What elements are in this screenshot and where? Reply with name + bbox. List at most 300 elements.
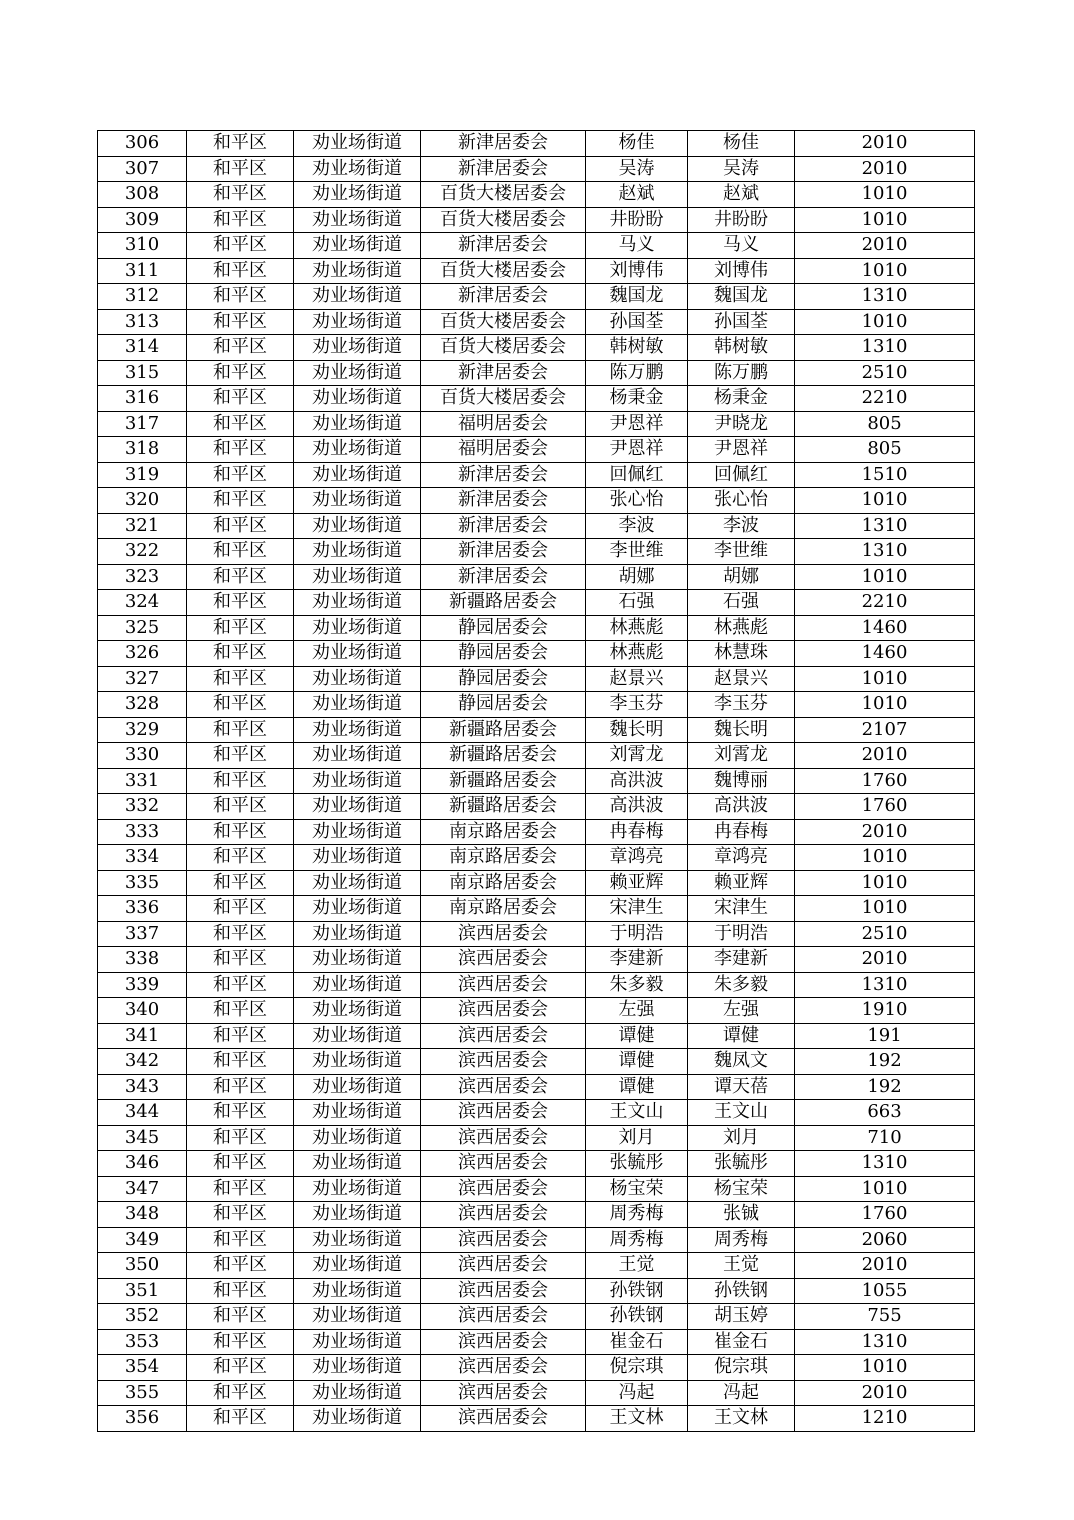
district-cell: 和平区 — [187, 998, 294, 1024]
amount-cell: 805 — [795, 437, 975, 463]
member-cell: 王文山 — [688, 1100, 795, 1126]
district-cell: 和平区 — [187, 819, 294, 845]
committee-cell: 滨西居委会 — [421, 1100, 586, 1126]
committee-cell: 南京路居委会 — [421, 819, 586, 845]
table-body — [98, 131, 975, 1432]
applicant-cell: 谭健 — [586, 1049, 688, 1075]
district-cell: 和平区 — [187, 590, 294, 616]
amount-cell: 1760 — [795, 1202, 975, 1228]
member-cell: 李建新 — [688, 947, 795, 973]
table-row — [98, 513, 975, 539]
member-cell: 魏长明 — [688, 717, 795, 743]
table-row — [98, 335, 975, 361]
row-number-cell: 311 — [98, 258, 187, 284]
committee-cell: 滨西居委会 — [421, 998, 586, 1024]
committee-cell: 滨西居委会 — [421, 947, 586, 973]
member-cell: 井盼盼 — [688, 207, 795, 233]
amount-cell: 1010 — [795, 896, 975, 922]
amount-cell: 1310 — [795, 972, 975, 998]
committee-cell: 新津居委会 — [421, 513, 586, 539]
applicant-cell: 刘霄龙 — [586, 743, 688, 769]
street-cell: 劝业场街道 — [294, 1227, 421, 1253]
amount-cell: 2510 — [795, 921, 975, 947]
district-cell: 和平区 — [187, 794, 294, 820]
row-number-cell: 332 — [98, 794, 187, 820]
district-cell: 和平区 — [187, 1176, 294, 1202]
district-cell: 和平区 — [187, 1125, 294, 1151]
applicant-cell: 陈万鹏 — [586, 360, 688, 386]
table-row — [98, 564, 975, 590]
amount-cell: 1010 — [795, 182, 975, 208]
table-row — [98, 437, 975, 463]
district-cell: 和平区 — [187, 335, 294, 361]
committee-cell: 滨西居委会 — [421, 1380, 586, 1406]
district-cell: 和平区 — [187, 1329, 294, 1355]
street-cell: 劝业场街道 — [294, 1125, 421, 1151]
table-row — [98, 1176, 975, 1202]
row-number-cell: 356 — [98, 1406, 187, 1432]
applicant-cell: 尹恩祥 — [586, 411, 688, 437]
applicant-cell: 冯起 — [586, 1380, 688, 1406]
amount-cell: 1010 — [795, 845, 975, 871]
row-number-cell: 335 — [98, 870, 187, 896]
member-cell: 林慧珠 — [688, 641, 795, 667]
amount-cell: 1460 — [795, 615, 975, 641]
street-cell: 劝业场街道 — [294, 870, 421, 896]
committee-cell: 滨西居委会 — [421, 1074, 586, 1100]
committee-cell: 百货大楼居委会 — [421, 335, 586, 361]
row-number-cell: 340 — [98, 998, 187, 1024]
member-cell: 张毓彤 — [688, 1151, 795, 1177]
row-number-cell: 345 — [98, 1125, 187, 1151]
row-number-cell: 309 — [98, 207, 187, 233]
applicant-cell: 杨秉金 — [586, 386, 688, 412]
applicant-cell: 尹恩祥 — [586, 437, 688, 463]
committee-cell: 静园居委会 — [421, 666, 586, 692]
committee-cell: 新津居委会 — [421, 488, 586, 514]
member-cell: 赵景兴 — [688, 666, 795, 692]
amount-cell: 1310 — [795, 284, 975, 310]
district-cell: 和平区 — [187, 462, 294, 488]
row-number-cell: 339 — [98, 972, 187, 998]
street-cell: 劝业场街道 — [294, 258, 421, 284]
committee-cell: 百货大楼居委会 — [421, 386, 586, 412]
table-row — [98, 258, 975, 284]
district-cell: 和平区 — [187, 1049, 294, 1075]
applicant-cell: 吴涛 — [586, 156, 688, 182]
row-number-cell: 351 — [98, 1278, 187, 1304]
committee-cell: 新津居委会 — [421, 564, 586, 590]
amount-cell: 2210 — [795, 386, 975, 412]
member-cell: 尹恩祥 — [688, 437, 795, 463]
applicant-cell: 赵景兴 — [586, 666, 688, 692]
row-number-cell: 341 — [98, 1023, 187, 1049]
street-cell: 劝业场街道 — [294, 1380, 421, 1406]
table-row — [98, 692, 975, 718]
table-row — [98, 488, 975, 514]
street-cell: 劝业场街道 — [294, 947, 421, 973]
table-row — [98, 131, 975, 157]
member-cell: 谭健 — [688, 1023, 795, 1049]
street-cell: 劝业场街道 — [294, 819, 421, 845]
applicant-cell: 谭健 — [586, 1074, 688, 1100]
committee-cell: 滨西居委会 — [421, 1151, 586, 1177]
member-cell: 崔金石 — [688, 1329, 795, 1355]
table-row — [98, 1074, 975, 1100]
district-cell: 和平区 — [187, 437, 294, 463]
table-row — [98, 182, 975, 208]
applicant-cell: 胡娜 — [586, 564, 688, 590]
street-cell: 劝业场街道 — [294, 309, 421, 335]
district-cell: 和平区 — [187, 1278, 294, 1304]
district-cell: 和平区 — [187, 1100, 294, 1126]
district-cell: 和平区 — [187, 539, 294, 565]
row-number-cell: 328 — [98, 692, 187, 718]
member-cell: 王文林 — [688, 1406, 795, 1432]
member-cell: 韩树敏 — [688, 335, 795, 361]
district-cell: 和平区 — [187, 870, 294, 896]
applicant-cell: 王文山 — [586, 1100, 688, 1126]
table-row — [98, 207, 975, 233]
street-cell: 劝业场街道 — [294, 1406, 421, 1432]
street-cell: 劝业场街道 — [294, 998, 421, 1024]
row-number-cell: 338 — [98, 947, 187, 973]
row-number-cell: 352 — [98, 1304, 187, 1330]
district-cell: 和平区 — [187, 1380, 294, 1406]
amount-cell: 1310 — [795, 539, 975, 565]
table-row — [98, 1253, 975, 1279]
member-cell: 赵斌 — [688, 182, 795, 208]
applicant-cell: 孙国荃 — [586, 309, 688, 335]
committee-cell: 滨西居委会 — [421, 1406, 586, 1432]
amount-cell: 755 — [795, 1304, 975, 1330]
applicant-cell: 谭健 — [586, 1023, 688, 1049]
district-cell: 和平区 — [187, 743, 294, 769]
applicant-cell: 张心怡 — [586, 488, 688, 514]
table-row — [98, 615, 975, 641]
row-number-cell: 330 — [98, 743, 187, 769]
row-number-cell: 337 — [98, 921, 187, 947]
street-cell: 劝业场街道 — [294, 182, 421, 208]
street-cell: 劝业场街道 — [294, 386, 421, 412]
street-cell: 劝业场街道 — [294, 131, 421, 157]
committee-cell: 新疆路居委会 — [421, 743, 586, 769]
committee-cell: 滨西居委会 — [421, 1355, 586, 1381]
applicant-cell: 高洪波 — [586, 768, 688, 794]
committee-cell: 百货大楼居委会 — [421, 182, 586, 208]
district-cell: 和平区 — [187, 207, 294, 233]
street-cell: 劝业场街道 — [294, 233, 421, 259]
table-row — [98, 233, 975, 259]
table-row — [98, 156, 975, 182]
member-cell: 刘霄龙 — [688, 743, 795, 769]
member-cell: 尹晓龙 — [688, 411, 795, 437]
table-row — [98, 1151, 975, 1177]
committee-cell: 滨西居委会 — [421, 1253, 586, 1279]
applicant-cell: 李世维 — [586, 539, 688, 565]
applicant-cell: 冉春梅 — [586, 819, 688, 845]
table-row — [98, 462, 975, 488]
row-number-cell: 320 — [98, 488, 187, 514]
committee-cell: 滨西居委会 — [421, 1329, 586, 1355]
district-cell: 和平区 — [187, 972, 294, 998]
table-row — [98, 819, 975, 845]
committee-cell: 滨西居委会 — [421, 1049, 586, 1075]
district-cell: 和平区 — [187, 666, 294, 692]
member-cell: 李世维 — [688, 539, 795, 565]
committee-cell: 百货大楼居委会 — [421, 258, 586, 284]
district-cell: 和平区 — [187, 182, 294, 208]
district-cell: 和平区 — [187, 1406, 294, 1432]
district-cell: 和平区 — [187, 386, 294, 412]
street-cell: 劝业场街道 — [294, 513, 421, 539]
amount-cell: 1910 — [795, 998, 975, 1024]
member-cell: 李玉芬 — [688, 692, 795, 718]
district-cell: 和平区 — [187, 360, 294, 386]
street-cell: 劝业场街道 — [294, 462, 421, 488]
member-cell: 倪宗琪 — [688, 1355, 795, 1381]
committee-cell: 南京路居委会 — [421, 896, 586, 922]
street-cell: 劝业场街道 — [294, 972, 421, 998]
member-cell: 杨宝荣 — [688, 1176, 795, 1202]
street-cell: 劝业场街道 — [294, 156, 421, 182]
member-cell: 谭天蓓 — [688, 1074, 795, 1100]
committee-cell: 新疆路居委会 — [421, 794, 586, 820]
applicant-cell: 林燕彪 — [586, 615, 688, 641]
row-number-cell: 316 — [98, 386, 187, 412]
applicant-cell: 井盼盼 — [586, 207, 688, 233]
member-cell: 魏凤文 — [688, 1049, 795, 1075]
district-cell: 和平区 — [187, 768, 294, 794]
applicant-cell: 魏国龙 — [586, 284, 688, 310]
street-cell: 劝业场街道 — [294, 692, 421, 718]
district-cell: 和平区 — [187, 1304, 294, 1330]
table-row — [98, 411, 975, 437]
row-number-cell: 333 — [98, 819, 187, 845]
district-cell: 和平区 — [187, 1355, 294, 1381]
committee-cell: 福明居委会 — [421, 437, 586, 463]
applicant-cell: 于明浩 — [586, 921, 688, 947]
row-number-cell: 325 — [98, 615, 187, 641]
committee-cell: 新疆路居委会 — [421, 768, 586, 794]
applicant-cell: 赖亚辉 — [586, 870, 688, 896]
amount-cell: 1010 — [795, 488, 975, 514]
district-cell: 和平区 — [187, 284, 294, 310]
amount-cell: 1310 — [795, 335, 975, 361]
committee-cell: 滨西居委会 — [421, 1202, 586, 1228]
amount-cell: 1055 — [795, 1278, 975, 1304]
district-cell: 和平区 — [187, 692, 294, 718]
row-number-cell: 323 — [98, 564, 187, 590]
committee-cell: 滨西居委会 — [421, 1176, 586, 1202]
table-row — [98, 921, 975, 947]
applicant-cell: 张毓彤 — [586, 1151, 688, 1177]
street-cell: 劝业场街道 — [294, 615, 421, 641]
member-cell: 马义 — [688, 233, 795, 259]
district-cell: 和平区 — [187, 1023, 294, 1049]
member-cell: 孙铁钢 — [688, 1278, 795, 1304]
applicant-cell: 李玉芬 — [586, 692, 688, 718]
member-cell: 陈万鹏 — [688, 360, 795, 386]
applicant-cell: 李建新 — [586, 947, 688, 973]
amount-cell: 2010 — [795, 156, 975, 182]
district-cell: 和平区 — [187, 1253, 294, 1279]
amount-cell: 2010 — [795, 819, 975, 845]
row-number-cell: 343 — [98, 1074, 187, 1100]
row-number-cell: 327 — [98, 666, 187, 692]
amount-cell: 191 — [795, 1023, 975, 1049]
amount-cell: 2010 — [795, 1380, 975, 1406]
street-cell: 劝业场街道 — [294, 845, 421, 871]
row-number-cell: 314 — [98, 335, 187, 361]
table-row — [98, 360, 975, 386]
row-number-cell: 347 — [98, 1176, 187, 1202]
member-cell: 周秀梅 — [688, 1227, 795, 1253]
amount-cell: 1010 — [795, 1176, 975, 1202]
district-cell: 和平区 — [187, 947, 294, 973]
member-cell: 孙国荃 — [688, 309, 795, 335]
committee-cell: 滨西居委会 — [421, 1125, 586, 1151]
district-cell: 和平区 — [187, 156, 294, 182]
table-row — [98, 1023, 975, 1049]
table-row — [98, 666, 975, 692]
committee-cell: 滨西居委会 — [421, 1278, 586, 1304]
table-row — [98, 1380, 975, 1406]
member-cell: 胡玉婷 — [688, 1304, 795, 1330]
street-cell: 劝业场街道 — [294, 896, 421, 922]
street-cell: 劝业场街道 — [294, 590, 421, 616]
member-cell: 冯起 — [688, 1380, 795, 1406]
row-number-cell: 355 — [98, 1380, 187, 1406]
committee-cell: 新津居委会 — [421, 360, 586, 386]
committee-cell: 新津居委会 — [421, 131, 586, 157]
member-cell: 石强 — [688, 590, 795, 616]
amount-cell: 2210 — [795, 590, 975, 616]
table-row — [98, 998, 975, 1024]
committee-cell: 百货大楼居委会 — [421, 309, 586, 335]
district-cell: 和平区 — [187, 1202, 294, 1228]
amount-cell: 1010 — [795, 309, 975, 335]
row-number-cell: 317 — [98, 411, 187, 437]
row-number-cell: 312 — [98, 284, 187, 310]
applicant-cell: 孙铁钢 — [586, 1304, 688, 1330]
applicant-cell: 高洪波 — [586, 794, 688, 820]
table-row — [98, 717, 975, 743]
amount-cell: 805 — [795, 411, 975, 437]
row-number-cell: 321 — [98, 513, 187, 539]
amount-cell: 2010 — [795, 947, 975, 973]
row-number-cell: 318 — [98, 437, 187, 463]
applicant-cell: 刘博伟 — [586, 258, 688, 284]
applicant-cell: 王觉 — [586, 1253, 688, 1279]
amount-cell: 2060 — [795, 1227, 975, 1253]
district-cell: 和平区 — [187, 411, 294, 437]
row-number-cell: 331 — [98, 768, 187, 794]
amount-cell: 1010 — [795, 207, 975, 233]
street-cell: 劝业场街道 — [294, 743, 421, 769]
street-cell: 劝业场街道 — [294, 284, 421, 310]
district-cell: 和平区 — [187, 1227, 294, 1253]
applicant-cell: 刘月 — [586, 1125, 688, 1151]
street-cell: 劝业场街道 — [294, 564, 421, 590]
applicant-cell: 回佩红 — [586, 462, 688, 488]
row-number-cell: 336 — [98, 896, 187, 922]
table-row — [98, 1049, 975, 1075]
committee-cell: 静园居委会 — [421, 615, 586, 641]
street-cell: 劝业场街道 — [294, 1355, 421, 1381]
member-cell: 刘月 — [688, 1125, 795, 1151]
member-cell: 林燕彪 — [688, 615, 795, 641]
amount-cell: 710 — [795, 1125, 975, 1151]
committee-cell: 静园居委会 — [421, 641, 586, 667]
street-cell: 劝业场街道 — [294, 641, 421, 667]
row-number-cell: 307 — [98, 156, 187, 182]
member-cell: 杨秉金 — [688, 386, 795, 412]
street-cell: 劝业场街道 — [294, 794, 421, 820]
committee-cell: 滨西居委会 — [421, 1227, 586, 1253]
committee-cell: 新津居委会 — [421, 284, 586, 310]
amount-cell: 2010 — [795, 1253, 975, 1279]
applicant-cell: 倪宗琪 — [586, 1355, 688, 1381]
table-row — [98, 896, 975, 922]
committee-cell: 新津居委会 — [421, 539, 586, 565]
applicant-cell: 朱多毅 — [586, 972, 688, 998]
district-cell: 和平区 — [187, 615, 294, 641]
row-number-cell: 354 — [98, 1355, 187, 1381]
table-row — [98, 1278, 975, 1304]
district-cell: 和平区 — [187, 564, 294, 590]
district-cell: 和平区 — [187, 513, 294, 539]
applicant-cell: 林燕彪 — [586, 641, 688, 667]
applicant-cell: 周秀梅 — [586, 1227, 688, 1253]
amount-cell: 1310 — [795, 1151, 975, 1177]
table-row — [98, 1125, 975, 1151]
committee-cell: 百货大楼居委会 — [421, 207, 586, 233]
row-number-cell: 353 — [98, 1329, 187, 1355]
member-cell: 吴涛 — [688, 156, 795, 182]
amount-cell: 1310 — [795, 513, 975, 539]
member-cell: 胡娜 — [688, 564, 795, 590]
committee-cell: 滨西居委会 — [421, 972, 586, 998]
member-cell: 杨佳 — [688, 131, 795, 157]
member-cell: 回佩红 — [688, 462, 795, 488]
applicant-cell: 杨宝荣 — [586, 1176, 688, 1202]
street-cell: 劝业场街道 — [294, 1304, 421, 1330]
member-cell: 赖亚辉 — [688, 870, 795, 896]
row-number-cell: 306 — [98, 131, 187, 157]
amount-cell: 663 — [795, 1100, 975, 1126]
row-number-cell: 346 — [98, 1151, 187, 1177]
committee-cell: 静园居委会 — [421, 692, 586, 718]
amount-cell: 2010 — [795, 131, 975, 157]
table-row — [98, 539, 975, 565]
table-row — [98, 972, 975, 998]
street-cell: 劝业场街道 — [294, 1100, 421, 1126]
amount-cell: 192 — [795, 1074, 975, 1100]
district-cell: 和平区 — [187, 896, 294, 922]
row-number-cell: 313 — [98, 309, 187, 335]
street-cell: 劝业场街道 — [294, 1049, 421, 1075]
applicant-cell: 魏长明 — [586, 717, 688, 743]
table-row — [98, 641, 975, 667]
street-cell: 劝业场街道 — [294, 666, 421, 692]
applicant-cell: 崔金石 — [586, 1329, 688, 1355]
member-cell: 魏博丽 — [688, 768, 795, 794]
district-cell: 和平区 — [187, 845, 294, 871]
amount-cell: 1310 — [795, 1329, 975, 1355]
street-cell: 劝业场街道 — [294, 1074, 421, 1100]
member-cell: 李波 — [688, 513, 795, 539]
